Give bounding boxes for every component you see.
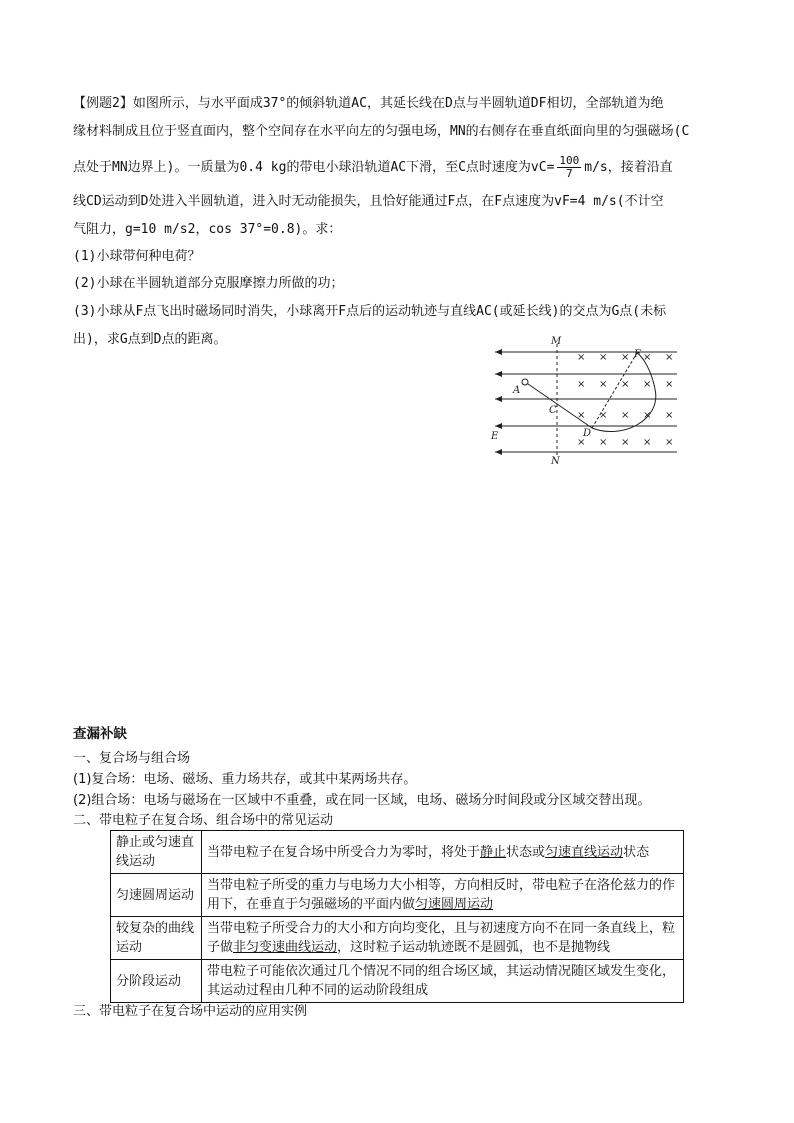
row-label: 匀速圆周运动 <box>111 874 202 917</box>
table-row <box>111 960 684 1003</box>
row-description <box>202 917 684 960</box>
table-row <box>111 831 684 874</box>
motion-table <box>110 830 684 1003</box>
cross-mark: × <box>577 437 586 448</box>
cross-mark: × <box>621 437 630 448</box>
label-E: E <box>491 431 499 442</box>
text-segment: 当带电粒子所受的重力与电场力大小相等，方向相反时，带电粒子在洛伦兹力的作用下，在垂直于匀强磁场的平面内做 <box>207 878 676 912</box>
cross-mark: × <box>599 410 608 421</box>
text-segment: 当带电粒子在复合场中所受合力为零时，将处于 <box>207 844 481 860</box>
cross-mark: × <box>665 437 674 448</box>
label-M: M <box>551 336 562 347</box>
text-segment: ，这时粒子运动轨迹既不是圆弧，也不是抛物线 <box>337 940 611 955</box>
arrowhead <box>495 371 502 377</box>
cross-mark: × <box>577 379 586 390</box>
section-1-item-b: (2)组合场：电场与磁场在一区域中不重叠，或在同一区域，电场、磁场分时间段或分区域交替出现。 <box>73 793 651 808</box>
cross-mark: × <box>577 410 586 421</box>
example-line-3a: 点处于MN边界上)。一质量为0.4 kg的带电小球沿轨道AC下滑，至C点时速度为vC= <box>73 160 555 175</box>
question-3-line-1: (3)小球从F点飞出时磁场同时消失，小球离开F点后的运动轨迹与直线AC(或延长线)的交点为G点(未标 <box>73 304 667 319</box>
example-line-5: 气阻力，g=10 m/s2，cos 37°=0.8)。求： <box>73 222 342 237</box>
arrowhead <box>495 349 502 355</box>
table-row <box>111 874 684 917</box>
cross-mark: × <box>643 379 652 390</box>
example-line-3b: m/s，接着沿直 <box>584 160 673 175</box>
underlined-term: 非匀变速曲线运动 <box>233 940 338 955</box>
cross-mark: × <box>599 379 608 390</box>
fraction-numerator: 100 <box>559 154 580 167</box>
section-1-heading: 一、复合场与组合场 <box>73 751 191 766</box>
cross-mark: × <box>665 410 674 421</box>
cross-mark: × <box>599 352 608 363</box>
section-1-item-a: (1)复合场：电场、磁场、重力场共存，或其中某两场共存。 <box>73 772 417 787</box>
cross-mark: × <box>643 352 652 363</box>
field-diagram <box>487 334 682 466</box>
example-line-1: 【例题2】如图所示，与水平面成37°的倾斜轨道AC，其延长线在D点与半圆轨道DF相切，全部轨道为绝 <box>73 96 664 111</box>
cross-mark: × <box>621 410 630 421</box>
label-A: A <box>513 385 521 396</box>
velocity-fraction <box>557 155 581 180</box>
cross-mark: × <box>621 352 630 363</box>
row-label: 静止或匀速直线运动 <box>111 831 202 874</box>
section-3-heading: 三、带电粒子在复合场中运动的应用实例 <box>73 1004 308 1019</box>
figure-labels <box>490 336 642 466</box>
cross-mark: × <box>621 379 630 390</box>
section-2-heading: 二、带电粒子在复合场、组合场中的常见运动 <box>73 813 334 828</box>
arrowhead <box>495 396 502 402</box>
label-F: F <box>634 349 641 360</box>
underlined-term: 静止 <box>480 844 507 860</box>
example-line-3 <box>73 155 673 180</box>
question-1: (1)小球带何种电荷？ <box>73 249 201 264</box>
fraction-denominator: 7 <box>566 167 573 180</box>
arrowhead <box>495 423 502 429</box>
text-segment: 当带电粒子所受合力的大小和方向均变化，且与初速度方向不在同一条直线上，粒子做 <box>207 921 676 955</box>
row-description: 带电粒子可能依次通过几个情况不同的组合场区域，其运动情况随区域发生变化，其运动过程由几种不同的运动阶段组成 <box>202 960 684 1003</box>
cross-mark: × <box>643 437 652 448</box>
label-D: D <box>583 428 592 439</box>
text-segment: 状态或 <box>506 844 546 860</box>
incline-track-AD <box>528 384 592 428</box>
table-row <box>111 917 684 960</box>
row-label: 分阶段运动 <box>111 960 202 1003</box>
row-description <box>202 831 684 874</box>
cross-mark: × <box>665 352 674 363</box>
label-C: C <box>549 405 557 416</box>
ball-A <box>522 379 528 385</box>
example-line-4: 线CD运动到D处进入半圆轨道，进入时无动能损失，且恰好能通过F点，在F点速度为vF=4 m/s(不计空 <box>73 194 664 209</box>
cross-mark: × <box>643 410 652 421</box>
arrowhead <box>495 449 502 455</box>
cross-mark: × <box>665 379 674 390</box>
label-N: N <box>551 456 560 466</box>
underlined-term: 匀速圆周运动 <box>415 897 494 912</box>
cross-mark: × <box>577 352 586 363</box>
cross-mark: × <box>599 437 608 448</box>
question-2: (2)小球在半圆轨道部分克服摩擦力所做的功； <box>73 276 344 291</box>
underlined-term: 匀速直线运动 <box>545 844 624 860</box>
review-title: 查漏补缺 <box>73 726 127 742</box>
question-3-line-2: 出)，求G点到D点的距离。 <box>73 332 227 347</box>
row-description <box>202 874 684 917</box>
text-segment: 状态 <box>623 844 650 860</box>
row-label: 较复杂的曲线运动 <box>111 917 202 960</box>
example-line-2: 缘材料制成且位于竖直面内，整个空间存在水平向左的匀强电场，MN的右侧存在垂直纸面向里的匀强磁场(C <box>73 124 690 139</box>
magnetic-field-crosses <box>577 352 673 448</box>
